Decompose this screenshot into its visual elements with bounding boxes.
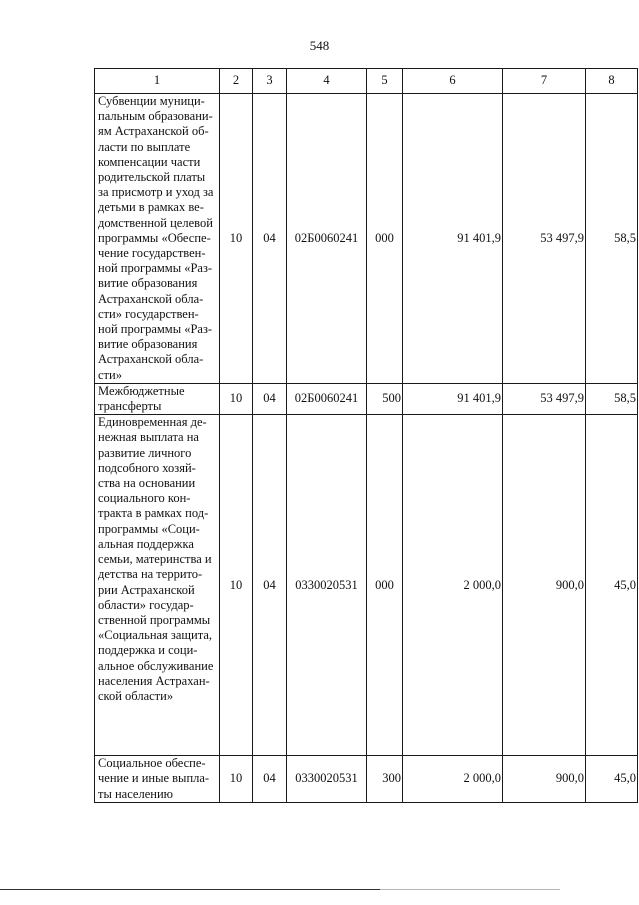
section-code: 10 (220, 756, 253, 803)
column-header: 6 (403, 69, 503, 94)
table-header-row (95, 69, 638, 94)
expense-type-code: 000 (367, 94, 403, 384)
execution-percent: 58,5 (586, 383, 638, 414)
target-article-code: 02Б0060241 (287, 383, 367, 414)
target-article-code: 02Б0060241 (287, 94, 367, 384)
column-header: 1 (95, 69, 220, 94)
table-row (95, 756, 638, 803)
row-description: Субвенции муници-пальным образовани-ям Астраханской об-ласти по выплате компенсации части родительской платы за присмотр и уход за детьми в рамках ве-домственной целевой программы «Обеспе-чение государствен-ной программы «Раз-витие образования Астраханской обла-сти» государствен-ной программы «Раз-витие образования Астраханской обла-сти» (95, 94, 220, 384)
approved-amount: 91 401,9 (403, 94, 503, 384)
executed-amount: 53 497,9 (503, 94, 586, 384)
expense-type-code: 300 (367, 756, 403, 803)
subsection-code: 04 (253, 756, 287, 803)
column-header: 5 (367, 69, 403, 94)
table-row (95, 415, 638, 756)
section-code: 10 (220, 383, 253, 414)
executed-amount: 53 497,9 (503, 383, 586, 414)
approved-amount: 2 000,0 (403, 756, 503, 803)
row-description: Единовременная де-нежная выплата на развитие личного подсобного хозяй-ства на основании социального кон-тракта в рамках под-программы «Соци-альная поддержка семьи, материнства и детства на террито-рии Астраханской области» государ-ственной программы «Социальная защита, поддержка и соци-альное обслуживание населения Астрахан-ской области» (95, 415, 220, 756)
execution-percent: 45,0 (586, 756, 638, 803)
column-header: 2 (220, 69, 253, 94)
execution-percent: 45,0 (586, 415, 638, 756)
expense-type-code: 000 (367, 415, 403, 756)
subsection-code: 04 (253, 415, 287, 756)
executed-amount: 900,0 (503, 415, 586, 756)
column-header: 8 (586, 69, 638, 94)
subsection-code: 04 (253, 94, 287, 384)
table-row (95, 94, 638, 384)
row-description: Межбюджетные трансферты (95, 383, 220, 414)
execution-percent: 58,5 (586, 94, 638, 384)
page-number: 548 (309, 38, 330, 53)
column-header: 4 (287, 69, 367, 94)
column-header: 7 (503, 69, 586, 94)
footer-divider (0, 889, 380, 890)
approved-amount: 2 000,0 (403, 415, 503, 756)
budget-table (94, 68, 638, 803)
approved-amount: 91 401,9 (403, 383, 503, 414)
row-description: Социальное обеспе-чение и иные выпла-ты населению (95, 756, 220, 803)
section-code: 10 (220, 415, 253, 756)
table-row (95, 383, 638, 414)
expense-type-code: 500 (367, 383, 403, 414)
target-article-code: 0330020531 (287, 415, 367, 756)
target-article-code: 0330020531 (287, 756, 367, 803)
executed-amount: 900,0 (503, 756, 586, 803)
footer-divider-faint (380, 889, 560, 890)
subsection-code: 04 (253, 383, 287, 414)
section-code: 10 (220, 94, 253, 384)
column-header: 3 (253, 69, 287, 94)
